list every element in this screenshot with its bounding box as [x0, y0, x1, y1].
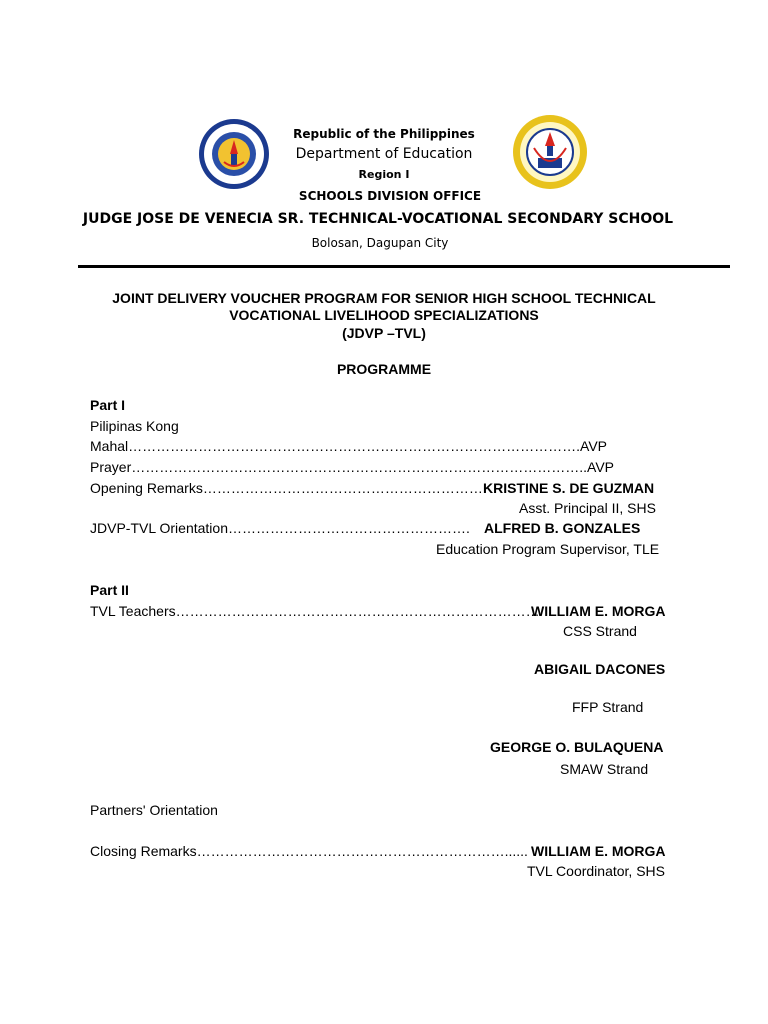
- orientation-label: JDVP-TVL Orientation…………………………………………….: [90, 520, 470, 536]
- teacher2-strand: FFP Strand: [572, 699, 644, 715]
- closing-remarks-position: TVL Coordinator, SHS: [527, 863, 665, 879]
- teacher3-name: GEORGE O. BULAQUENA: [490, 739, 664, 755]
- program-title-line3: (JDVP –TVL): [342, 325, 426, 341]
- region-line: Region I: [358, 168, 410, 181]
- school-name: JUDGE JOSE DE VENECIA SR. TECHNICAL-VOCATIONAL SECONDARY SCHOOL: [82, 211, 674, 227]
- prayer-line: Prayer……………………………………………………………………………………..AVP: [90, 459, 614, 475]
- teacher3-strand: SMAW Strand: [560, 761, 649, 777]
- program-title-line1: JOINT DELIVERY VOUCHER PROGRAM FOR SENIOR HIGH SCHOOL TECHNICAL: [112, 290, 656, 306]
- partners-orientation: Partners' Orientation: [90, 802, 218, 818]
- republic-line: Republic of the Philippines: [293, 127, 475, 141]
- part2-heading: Part II: [90, 582, 129, 598]
- opening-remarks-position: Asst. Principal II, SHS: [519, 500, 656, 516]
- teachers-label: TVL Teachers……………………………………………………………………: [90, 603, 540, 619]
- program-title-line2: VOCATIONAL LIVELIHOOD SPECIALIZATIONS: [229, 307, 539, 323]
- school-address: Bolosan, Dagupan City: [311, 236, 449, 250]
- opening-remarks-label: Opening Remarks……………………………………………………: [90, 480, 483, 496]
- orientation-speaker: ALFRED B. GONZALES: [484, 520, 641, 536]
- part1-heading: Part I: [90, 397, 126, 413]
- opening-remarks-speaker: KRISTINE S. DE GUZMAN: [483, 480, 655, 496]
- teacher1-strand: CSS Strand: [563, 623, 637, 639]
- programme-heading: PROGRAMME: [336, 361, 432, 377]
- department-line: Department of Education: [295, 146, 473, 162]
- teacher2-name: ABIGAIL DACONES: [534, 661, 666, 677]
- teacher1-name: WILLIAM E. MORGA: [531, 603, 666, 619]
- orientation-position: Education Program Supervisor, TLE: [436, 541, 660, 557]
- division-line: SCHOOLS DIVISION OFFICE: [298, 189, 482, 203]
- anthem-line2: Mahal…………………………………………………………………………………….AVP: [90, 438, 607, 454]
- closing-remarks-speaker: WILLIAM E. MORGA: [531, 843, 666, 859]
- anthem-line1: Pilipinas Kong: [90, 418, 179, 434]
- closing-remarks-label: Closing Remarks…………………………………………………………......: [90, 843, 528, 859]
- header-divider: [78, 265, 730, 268]
